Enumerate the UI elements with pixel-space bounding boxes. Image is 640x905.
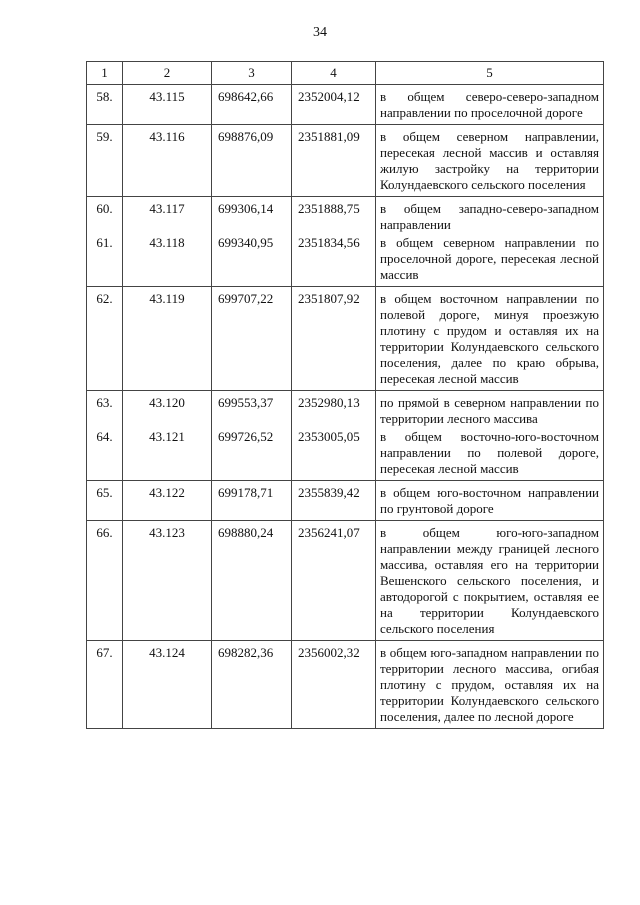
page-number: 34 [313, 25, 327, 40]
point-code-cell [123, 641, 212, 729]
point-number: 64. [96, 429, 113, 444]
boundary-points-table [86, 61, 604, 729]
header-col-4: 4 [292, 62, 376, 85]
coordinate-x: 699178,71 [218, 485, 274, 500]
coordinate-x-cell [212, 481, 292, 521]
coordinate-x-cell [212, 391, 292, 481]
point-code: 43.116 [149, 129, 185, 144]
boundary-description: в общем юго-юго-западном направлении между границей лесного массива, оставляя его на территории Вешенского сельского поселения, и автодорогой с покрытием, оставляя ее на территории Колундаевского сельского поселения [380, 525, 599, 636]
coordinate-x-cell [212, 287, 292, 391]
boundary-description-cell [376, 641, 604, 729]
point-number-cell [87, 481, 123, 521]
point-code-cell [123, 481, 212, 521]
point-number-cell [87, 287, 123, 391]
table-row [87, 391, 604, 481]
coordinate-x: 698880,24 [218, 525, 274, 540]
point-code-cell [123, 85, 212, 125]
boundary-description: в общем юго-западном направлении по территории лесного массива, огибая плотину с прудом, оставляя их на территории Колундаевского сельского поселения, далее по лесной дороге [380, 645, 599, 724]
point-code: 43.124 [149, 645, 185, 660]
boundary-description-cell [376, 125, 604, 197]
point-number: 60. [96, 201, 113, 216]
point-code-cell [123, 197, 212, 287]
table-row [87, 287, 604, 391]
coordinate-x: 699306,14 [218, 201, 274, 216]
coordinate-y-cell [292, 641, 376, 729]
table-header-row [87, 62, 604, 85]
coordinate-y: 2353005,05 [298, 429, 360, 444]
point-code-cell [123, 125, 212, 197]
boundary-description-cell [376, 85, 604, 125]
coordinate-y-cell [292, 197, 376, 287]
coordinate-x: 698876,09 [218, 129, 274, 144]
table-row [87, 521, 604, 641]
header-col-2: 2 [123, 62, 212, 85]
point-code-cell [123, 287, 212, 391]
coordinate-y: 2351834,56 [298, 235, 360, 250]
coordinate-y-cell [292, 125, 376, 197]
point-number-cell [87, 85, 123, 125]
header-col-3: 3 [212, 62, 292, 85]
point-code: 43.121 [149, 429, 185, 444]
table-row [87, 197, 604, 287]
point-number-cell [87, 391, 123, 481]
boundary-description: в общем восточно-юго-восточном направлении по полевой дороге, пересекая лесной массив [380, 429, 599, 476]
point-number: 62. [96, 291, 113, 306]
coordinate-y-cell [292, 391, 376, 481]
coordinate-y: 2352980,13 [298, 395, 360, 410]
boundary-description: по прямой в северном направлении по территории лесного массива [380, 395, 599, 426]
boundary-description-cell [376, 197, 604, 287]
table-row [87, 85, 604, 125]
point-number: 66. [96, 525, 113, 540]
point-code: 43.115 [149, 89, 185, 104]
coordinate-y: 2352004,12 [298, 89, 360, 104]
coordinate-x-cell [212, 85, 292, 125]
coordinate-x-cell [212, 197, 292, 287]
point-code-cell [123, 521, 212, 641]
coordinate-y: 2355839,42 [298, 485, 360, 500]
header-col-5: 5 [376, 62, 604, 85]
boundary-description-cell [376, 481, 604, 521]
coordinate-x: 698282,36 [218, 645, 274, 660]
point-code: 43.117 [149, 201, 185, 216]
coordinate-x-cell [212, 641, 292, 729]
point-code-cell [123, 391, 212, 481]
coordinate-y: 2351881,09 [298, 129, 360, 144]
coordinate-x: 699553,37 [218, 395, 274, 410]
coordinate-y-cell [292, 481, 376, 521]
point-number: 58. [96, 89, 113, 104]
point-number-cell [87, 521, 123, 641]
header-col-1: 1 [87, 62, 123, 85]
table-body [87, 85, 604, 729]
boundary-description: в общем юго-восточном направлении по грунтовой дороге [380, 485, 599, 516]
coordinate-y: 2356241,07 [298, 525, 360, 540]
coordinate-y: 2351888,75 [298, 201, 360, 216]
coordinate-x-cell [212, 521, 292, 641]
point-number: 63. [96, 395, 113, 410]
point-number-cell [87, 125, 123, 197]
boundary-description: в общем западно-северо-западном направлении [380, 201, 599, 232]
point-number-cell [87, 641, 123, 729]
coordinate-y-cell [292, 287, 376, 391]
point-code: 43.122 [149, 485, 185, 500]
point-code: 43.119 [149, 291, 185, 306]
table-row [87, 481, 604, 521]
point-number: 67. [96, 645, 113, 660]
boundary-description-cell [376, 391, 604, 481]
coordinate-x: 699726,52 [218, 429, 274, 444]
coordinate-y: 2351807,92 [298, 291, 360, 306]
point-number: 61. [96, 235, 113, 250]
point-code: 43.123 [149, 525, 185, 540]
table-row [87, 125, 604, 197]
point-number: 59. [96, 129, 113, 144]
boundary-description: в общем северном направлении, пересекая лесной массив и оставляя жилую застройку на территории Колундаевского сельского поселения [380, 129, 599, 192]
coordinate-y-cell [292, 521, 376, 641]
point-number-cell [87, 197, 123, 287]
coordinate-y-cell [292, 85, 376, 125]
boundary-description-cell [376, 521, 604, 641]
boundary-description: в общем северном направлении по проселочной дороге, пересекая лесной массив [380, 235, 599, 282]
boundary-description: в общем северо-северо-западном направлении по проселочной дороге [380, 89, 599, 120]
point-code: 43.120 [149, 395, 185, 410]
coordinate-x-cell [212, 125, 292, 197]
table-row [87, 641, 604, 729]
coordinate-x: 699340,95 [218, 235, 274, 250]
coordinate-y: 2356002,32 [298, 645, 360, 660]
coordinate-x: 698642,66 [218, 89, 274, 104]
point-number: 65. [96, 485, 113, 500]
boundary-description-cell [376, 287, 604, 391]
boundary-description: в общем восточном направлении по полевой дороге, минуя проезжую плотину с прудом и оставляя их на территории Колундаевского сельского поселения, далее по краю обрыва, пересекая лесной массив [380, 291, 599, 386]
coordinate-x: 699707,22 [218, 291, 274, 306]
point-code: 43.118 [149, 235, 185, 250]
